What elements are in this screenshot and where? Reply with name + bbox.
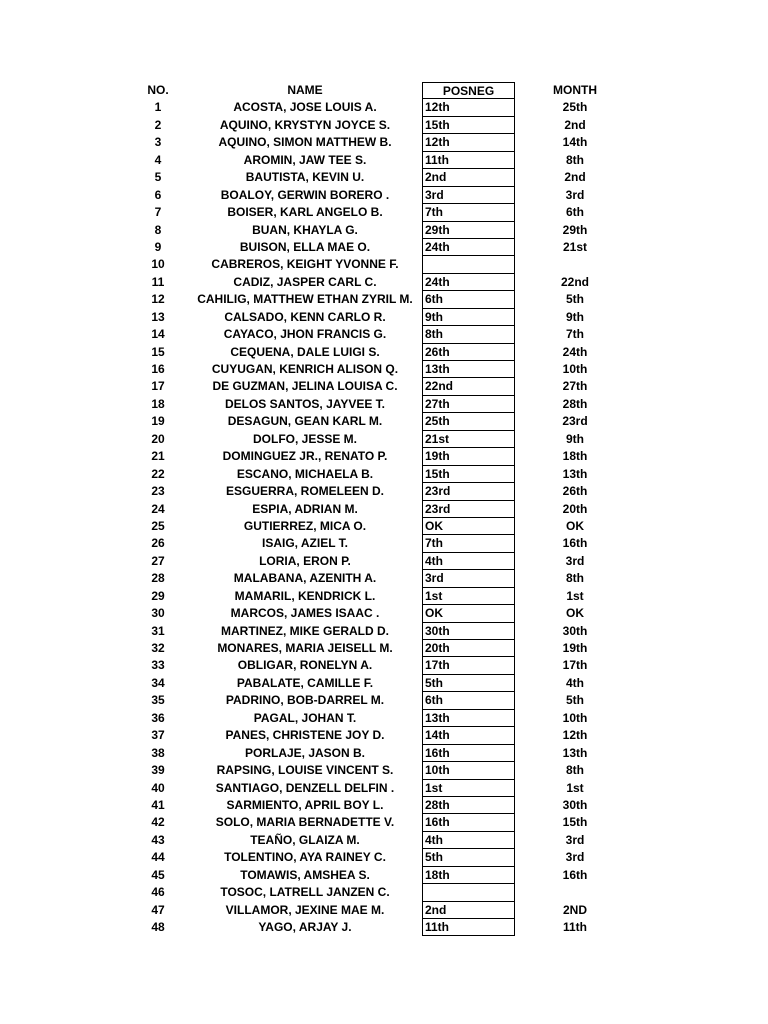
month-cell: 2nd xyxy=(564,170,586,185)
table-row xyxy=(0,553,768,570)
table-row xyxy=(0,431,768,448)
month-cell: OK xyxy=(566,606,584,621)
month-cell: 28th xyxy=(562,396,588,411)
table-row xyxy=(0,326,768,343)
student-name: ESCANO, MICHAELA B. xyxy=(236,466,374,481)
spreadsheet-table xyxy=(0,82,768,936)
posneg-cell: 5th xyxy=(422,675,515,692)
header-no: NO. xyxy=(147,83,169,97)
month-cell: 4th xyxy=(566,675,584,690)
row-number: 34 xyxy=(151,675,165,690)
row-number: 17 xyxy=(151,379,165,394)
posneg-cell: 16th xyxy=(422,814,515,831)
posneg-cell: 27th xyxy=(422,396,515,413)
month-cell: 18th xyxy=(562,449,588,464)
table-row xyxy=(0,762,768,779)
table-row xyxy=(0,867,768,884)
table-row xyxy=(0,727,768,744)
row-number: 6 xyxy=(154,187,162,202)
month-cell: 5th xyxy=(566,292,584,307)
month-cell: 15th xyxy=(562,815,588,830)
posneg-cell xyxy=(422,884,515,901)
header-name: NAME xyxy=(287,83,323,97)
table-row xyxy=(0,413,768,430)
student-name: LORIA, ERON P. xyxy=(259,553,351,568)
posneg-cell: 7th xyxy=(422,204,515,221)
table-row xyxy=(0,187,768,204)
row-number: 36 xyxy=(151,710,165,725)
table-row xyxy=(0,134,768,151)
row-number: 45 xyxy=(151,867,165,882)
table-row xyxy=(0,780,768,797)
posneg-cell: 9th xyxy=(422,309,515,326)
month-cell: 14th xyxy=(562,135,588,150)
posneg-cell: 20th xyxy=(422,640,515,657)
month-cell: 12th xyxy=(562,728,588,743)
table-row xyxy=(0,291,768,308)
posneg-cell: 17th xyxy=(422,657,515,674)
student-name: CUYUGAN, KENRICH ALISON Q. xyxy=(211,362,399,376)
posneg-cell: 11th xyxy=(422,152,515,169)
student-name: MARTINEZ, MIKE GERALD D. xyxy=(221,623,389,638)
table-row xyxy=(0,466,768,483)
posneg-cell: 22nd xyxy=(422,378,515,395)
month-cell: 9th xyxy=(566,431,584,446)
table-row xyxy=(0,222,768,239)
table-row xyxy=(0,169,768,186)
row-number: 27 xyxy=(151,553,165,568)
table-row xyxy=(0,518,768,535)
row-number: 20 xyxy=(151,431,165,446)
month-cell: 13th xyxy=(562,466,588,481)
month-cell: 3rd xyxy=(565,832,585,847)
row-number: 32 xyxy=(151,641,165,655)
student-name: CALSADO, KENN CARLO R. xyxy=(224,309,386,324)
table-row xyxy=(0,657,768,674)
student-name: TEAÑO, GLAIZA M. xyxy=(250,832,360,847)
month-cell: 30th xyxy=(562,623,588,638)
student-name: PADRINO, BOB-DARREL M. xyxy=(225,693,385,708)
month-cell: 16th xyxy=(562,867,588,882)
month-cell xyxy=(530,256,620,273)
table-row xyxy=(0,448,768,465)
posneg-cell: 15th xyxy=(422,117,515,134)
month-cell: 17th xyxy=(562,658,588,673)
table-row xyxy=(0,588,768,605)
table-row xyxy=(0,570,768,587)
posneg-cell: 29th xyxy=(422,222,515,239)
row-number: 13 xyxy=(151,309,165,324)
student-name: ACOSTA, JOSE LOUIS A. xyxy=(233,100,377,115)
student-name: YAGO, ARJAY J. xyxy=(258,920,352,934)
posneg-cell: 16th xyxy=(422,745,515,762)
table-row xyxy=(0,832,768,849)
header-row xyxy=(0,82,768,99)
row-number: 7 xyxy=(154,205,162,220)
row-number: 22 xyxy=(151,466,165,481)
month-cell: 3rd xyxy=(565,187,585,202)
table-row xyxy=(0,710,768,727)
posneg-cell: 3rd xyxy=(422,570,515,587)
row-number: 23 xyxy=(151,484,165,499)
month-cell: 8th xyxy=(566,763,584,778)
month-cell: 22nd xyxy=(560,274,589,289)
posneg-cell: 6th xyxy=(422,692,515,709)
month-cell: 23rd xyxy=(562,414,588,429)
table-body xyxy=(0,99,768,936)
posneg-cell: 24th xyxy=(422,274,515,291)
student-name: RAPSING, LOUISE VINCENT S. xyxy=(216,763,394,778)
student-name: SANTIAGO, DENZELL DELFIN . xyxy=(215,780,395,795)
month-cell: 3rd xyxy=(565,850,585,865)
student-name: CADIZ, JASPER CARL C. xyxy=(233,274,377,289)
month-cell: 20th xyxy=(562,501,588,516)
row-number: 48 xyxy=(151,920,165,934)
posneg-cell: 15th xyxy=(422,466,515,483)
row-number: 37 xyxy=(151,728,165,743)
table-row xyxy=(0,396,768,413)
table-row xyxy=(0,902,768,919)
row-number: 4 xyxy=(154,152,162,167)
month-cell: 11th xyxy=(562,920,587,934)
month-cell: 7th xyxy=(566,327,584,342)
month-cell: 9th xyxy=(566,309,584,324)
posneg-cell: 4th xyxy=(422,832,515,849)
row-number: 30 xyxy=(151,606,165,621)
table-row xyxy=(0,501,768,518)
table-row xyxy=(0,378,768,395)
month-cell: 8th xyxy=(566,152,584,167)
row-number: 43 xyxy=(151,832,165,847)
month-cell: 1st xyxy=(566,588,584,603)
student-name: TOLENTINO, AYA RAINEY C. xyxy=(224,850,386,865)
row-number: 12 xyxy=(151,292,165,307)
student-name: SARMIENTO, APRIL BOY L. xyxy=(226,797,384,812)
student-name: ESPIA, ADRIAN M. xyxy=(252,501,358,516)
posneg-cell: 13th xyxy=(422,710,515,727)
student-name: AQUINO, KRYSTYN JOYCE S. xyxy=(219,117,391,132)
row-number: 25 xyxy=(151,518,165,533)
posneg-cell: 21st xyxy=(422,431,515,448)
student-name: GUTIERREZ, MICA O. xyxy=(243,518,367,533)
month-cell: 2nd xyxy=(564,117,586,132)
table-row xyxy=(0,535,768,552)
student-name: CAHILIG, MATTHEW ETHAN ZYRIL M. xyxy=(197,292,413,307)
month-cell: 10th xyxy=(562,710,588,725)
month-cell: 26th xyxy=(562,484,588,499)
posneg-cell: 11th xyxy=(422,919,515,936)
month-cell: 5th xyxy=(566,693,584,708)
table-row xyxy=(0,849,768,866)
row-number: 21 xyxy=(151,449,165,464)
student-name: PORLAJE, JASON B. xyxy=(244,745,366,760)
row-number: 35 xyxy=(151,693,165,708)
posneg-cell: 30th xyxy=(422,623,515,640)
posneg-cell: 1st xyxy=(422,588,515,605)
student-name: PABALATE, CAMILLE F. xyxy=(236,675,374,690)
table-row xyxy=(0,117,768,134)
posneg-cell: 13th xyxy=(422,361,515,378)
student-name: DESAGUN, GEAN KARL M. xyxy=(227,414,383,429)
posneg-cell: 19th xyxy=(422,448,515,465)
month-cell: 27th xyxy=(562,379,588,394)
posneg-cell: 26th xyxy=(422,344,515,361)
posneg-cell: 10th xyxy=(422,762,515,779)
student-name: TOMAWIS, AMSHEA S. xyxy=(240,867,370,882)
header-month: MONTH xyxy=(553,83,597,97)
row-number: 39 xyxy=(151,763,165,778)
student-name: ESGUERRA, ROMELEEN D. xyxy=(225,484,384,499)
row-number: 41 xyxy=(151,797,165,812)
table-row xyxy=(0,675,768,692)
row-number: 29 xyxy=(151,588,165,603)
row-number: 11 xyxy=(151,274,165,289)
student-name: AQUINO, SIMON MATTHEW B. xyxy=(218,135,392,150)
row-number: 10 xyxy=(151,257,165,272)
table-row xyxy=(0,884,768,901)
table-row xyxy=(0,692,768,709)
row-number: 42 xyxy=(151,815,165,830)
posneg-cell: OK xyxy=(422,518,515,535)
row-number: 3 xyxy=(154,135,162,150)
student-name: BOISER, KARL ANGELO B. xyxy=(227,205,383,220)
posneg-cell: 23rd xyxy=(422,501,515,518)
table-row xyxy=(0,605,768,622)
student-name: PAGAL, JOHAN T. xyxy=(253,710,357,725)
table-row xyxy=(0,919,768,936)
row-number: 46 xyxy=(151,885,165,900)
month-cell: 24th xyxy=(562,344,588,359)
row-number: 5 xyxy=(154,170,162,185)
month-cell: OK xyxy=(566,518,584,533)
student-name: CABREROS, KEIGHT YVONNE F. xyxy=(211,257,399,272)
month-cell: 1st xyxy=(566,780,584,795)
posneg-cell: 8th xyxy=(422,326,515,343)
row-number: 33 xyxy=(151,658,165,673)
student-name: MONARES, MARIA JEISELL M. xyxy=(217,641,393,655)
posneg-cell: 18th xyxy=(422,867,515,884)
student-name: OBLIGAR, RONELYN A. xyxy=(237,658,373,673)
student-name: DOMINGUEZ JR., RENATO P. xyxy=(222,449,388,464)
row-number: 8 xyxy=(154,222,162,237)
posneg-cell: 5th xyxy=(422,849,515,866)
table-row xyxy=(0,814,768,831)
month-cell: 3rd xyxy=(565,553,585,568)
posneg-cell: OK xyxy=(422,605,515,622)
month-cell: 21st xyxy=(562,239,588,254)
posneg-cell: 3rd xyxy=(422,187,515,204)
posneg-cell xyxy=(422,256,515,273)
month-cell: 29th xyxy=(562,222,588,237)
table-row xyxy=(0,344,768,361)
student-name: SOLO, MARIA BERNADETTE V. xyxy=(215,815,395,830)
student-name: DE GUZMAN, JELINA LOUISA C. xyxy=(212,379,398,394)
row-number: 2 xyxy=(154,117,162,132)
table-row xyxy=(0,623,768,640)
posneg-cell: 28th xyxy=(422,797,515,814)
student-name: MALABANA, AZENITH A. xyxy=(233,571,377,586)
table-row xyxy=(0,99,768,116)
student-name: ISAIG, AZIEL T. xyxy=(261,536,348,551)
row-number: 14 xyxy=(151,327,165,342)
table-row xyxy=(0,274,768,291)
table-row xyxy=(0,309,768,326)
table-row xyxy=(0,152,768,169)
month-cell: 2ND xyxy=(562,902,587,917)
student-name: BAUTISTA, KEVIN U. xyxy=(245,170,365,185)
row-number: 44 xyxy=(151,850,165,865)
table-row xyxy=(0,361,768,378)
month-cell: 19th xyxy=(562,641,588,655)
row-number: 1 xyxy=(154,100,162,115)
posneg-cell: 2nd xyxy=(422,902,515,919)
row-number: 28 xyxy=(151,571,165,586)
posneg-cell: 1st xyxy=(422,780,515,797)
student-name: MARCOS, JAMES ISAAC . xyxy=(230,606,380,621)
student-name: BUAN, KHAYLA G. xyxy=(252,222,358,237)
posneg-cell: 2nd xyxy=(422,169,515,186)
table-row xyxy=(0,256,768,273)
table-row xyxy=(0,745,768,762)
row-number: 38 xyxy=(151,745,165,760)
month-cell: 13th xyxy=(562,745,588,760)
row-number: 40 xyxy=(151,780,165,795)
row-number: 47 xyxy=(151,902,165,917)
posneg-cell: 12th xyxy=(422,134,515,151)
posneg-cell: 6th xyxy=(422,291,515,308)
table-row xyxy=(0,204,768,221)
posneg-cell: 12th xyxy=(422,99,515,116)
student-name: TOSOC, LATRELL JANZEN C. xyxy=(220,885,390,900)
month-cell: 6th xyxy=(566,205,584,220)
row-number: 31 xyxy=(151,623,165,638)
student-name: BOALOY, GERWIN BORERO . xyxy=(220,187,390,202)
student-name: AROMIN, JAW TEE S. xyxy=(243,152,367,167)
row-number: 24 xyxy=(151,501,165,516)
month-cell: 25th xyxy=(562,100,588,115)
posneg-cell: 4th xyxy=(422,553,515,570)
posneg-cell: 7th xyxy=(422,535,515,552)
student-name: VILLAMOR, JEXINE MAE M. xyxy=(225,902,385,917)
student-name: DOLFO, JESSE M. xyxy=(252,431,357,446)
student-name: MAMARIL, KENDRICK L. xyxy=(234,588,376,603)
table-row xyxy=(0,483,768,500)
row-number: 16 xyxy=(151,362,165,376)
month-cell: 30th xyxy=(562,797,588,812)
student-name: DELOS SANTOS, JAYVEE T. xyxy=(224,396,386,411)
month-cell: 8th xyxy=(566,571,584,586)
posneg-cell: 24th xyxy=(422,239,515,256)
row-number: 18 xyxy=(151,396,165,411)
student-name: PANES, CHRISTENE JOY D. xyxy=(225,728,385,743)
table-row xyxy=(0,797,768,814)
table-row xyxy=(0,640,768,657)
month-cell: 16th xyxy=(562,536,588,551)
student-name: CAYACO, JHON FRANCIS G. xyxy=(223,327,387,342)
posneg-cell: 25th xyxy=(422,413,515,430)
student-name: BUISON, ELLA MAE O. xyxy=(239,239,371,254)
row-number: 26 xyxy=(151,536,165,551)
row-number: 15 xyxy=(151,344,165,359)
month-cell xyxy=(530,884,620,901)
row-number: 19 xyxy=(151,414,165,429)
posneg-cell: 23rd xyxy=(422,483,515,500)
month-cell: 10th xyxy=(562,362,588,376)
row-number: 9 xyxy=(154,239,162,254)
student-name: CEQUENA, DALE LUIGI S. xyxy=(230,344,380,359)
header-posneg: POSNEG xyxy=(422,82,515,99)
table-row xyxy=(0,239,768,256)
posneg-cell: 14th xyxy=(422,727,515,744)
